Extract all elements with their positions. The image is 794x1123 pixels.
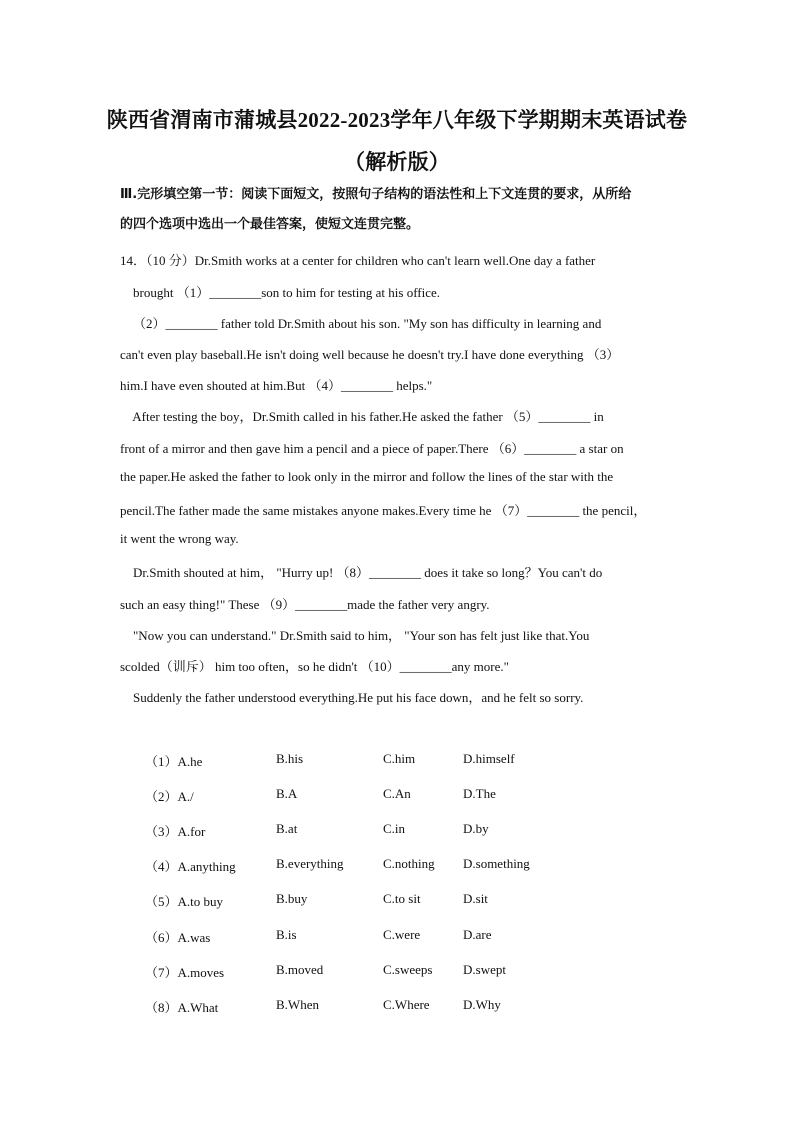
option-d: D.The [463, 786, 496, 801]
option-d: D.Why [463, 997, 501, 1012]
page-subtitle: （解析版） [344, 150, 450, 174]
option-a: （8）A.What [145, 1000, 219, 1015]
option-a: （4）A.anything [145, 859, 236, 874]
option-a: （2）A./ [145, 789, 194, 804]
instruction-line: 的四个选项中选出一个最佳答案，使短文连贯完整。 [120, 217, 420, 232]
option-c: C.him [383, 751, 416, 766]
option-b: B.buy [276, 891, 308, 906]
option-d: D.himself [463, 751, 515, 766]
option-d: D.are [463, 927, 492, 942]
option-d: D.by [463, 821, 489, 836]
option-c: C.were [383, 927, 421, 942]
option-b: B.is [276, 927, 297, 942]
option-a: （1）A.he [145, 754, 203, 769]
passage-line: 14．（10 分）Dr.Smith works at a center for children who can't learn well.One day a father [120, 253, 596, 268]
page-title: 陕西省渭南市蒲城县2022-2023学年八年级下学期期末英语试卷 [106, 108, 688, 132]
passage-line: pencil.The father made the same mistakes anyone makes.Every time he （7）________ the pencil， [120, 503, 647, 518]
passage-line: the paper.He asked the father to look only in the mirror and follow the lines of the star with the [120, 469, 614, 484]
option-d: D.sit [463, 891, 488, 906]
passage-line: Suddenly the father understood everything.He put his face down，and he felt so sorry. [120, 690, 584, 705]
option-a: （3）A.for [145, 824, 206, 839]
passage-line: front of a mirror and then gave him a pencil and a piece of paper.There （6）________ a star on [120, 441, 624, 456]
option-c: C.sweeps [383, 962, 433, 977]
option-b: B.A [276, 786, 298, 801]
instruction-line: Ⅲ.完形填空第一节：阅读下面短文，按照句子结构的语法性和上下文连贯的要求，从所给 [120, 187, 632, 202]
option-b: B.at [276, 821, 298, 836]
option-b: B.everything [276, 856, 344, 871]
option-a: （6）A.was [145, 930, 211, 945]
passage-line: it went the wrong way. [120, 531, 239, 546]
option-c: C.Where [383, 997, 430, 1012]
option-c: C.in [383, 821, 406, 836]
option-c: C.An [383, 786, 411, 801]
option-a: （5）A.to buy [145, 894, 224, 909]
passage-line: brought （1）________son to him for testing at his office. [120, 285, 441, 300]
section-instruction [120, 180, 680, 240]
option-b: B.When [276, 997, 319, 1012]
option-c: C.nothing [383, 856, 435, 871]
passage-line: him.I have even shouted at him.But （4）________ helps." [120, 378, 433, 393]
passage-line: scolded（训斥） him too often，so he didn't （10）________any more." [120, 659, 509, 674]
option-b: B.moved [276, 962, 324, 977]
passage-line: can't even play baseball.He isn't doing well because he doesn't try.I have done everything （3） [120, 347, 620, 362]
option-d: D.swept [463, 962, 506, 977]
passage-line: Dr.Smith shouted at him， "Hurry up! （8）________ does it take so long？You can't do [120, 565, 603, 580]
passage-line: "Now you can understand." Dr.Smith said to him， "Your son has felt just like that.You [120, 628, 590, 643]
option-d: D.something [463, 856, 530, 871]
option-b: B.his [276, 751, 304, 766]
option-a: （7）A.moves [145, 965, 225, 980]
passage-line: such an easy thing!" These （9）________made the father very angry. [120, 597, 490, 612]
passage-line: （2）________ father told Dr.Smith about his son. "My son has difficulty in learning and [120, 316, 602, 331]
passage-line: After testing the boy，Dr.Smith called in his father.He asked the father （5）________ in [120, 409, 604, 424]
option-c: C.to sit [383, 891, 421, 906]
